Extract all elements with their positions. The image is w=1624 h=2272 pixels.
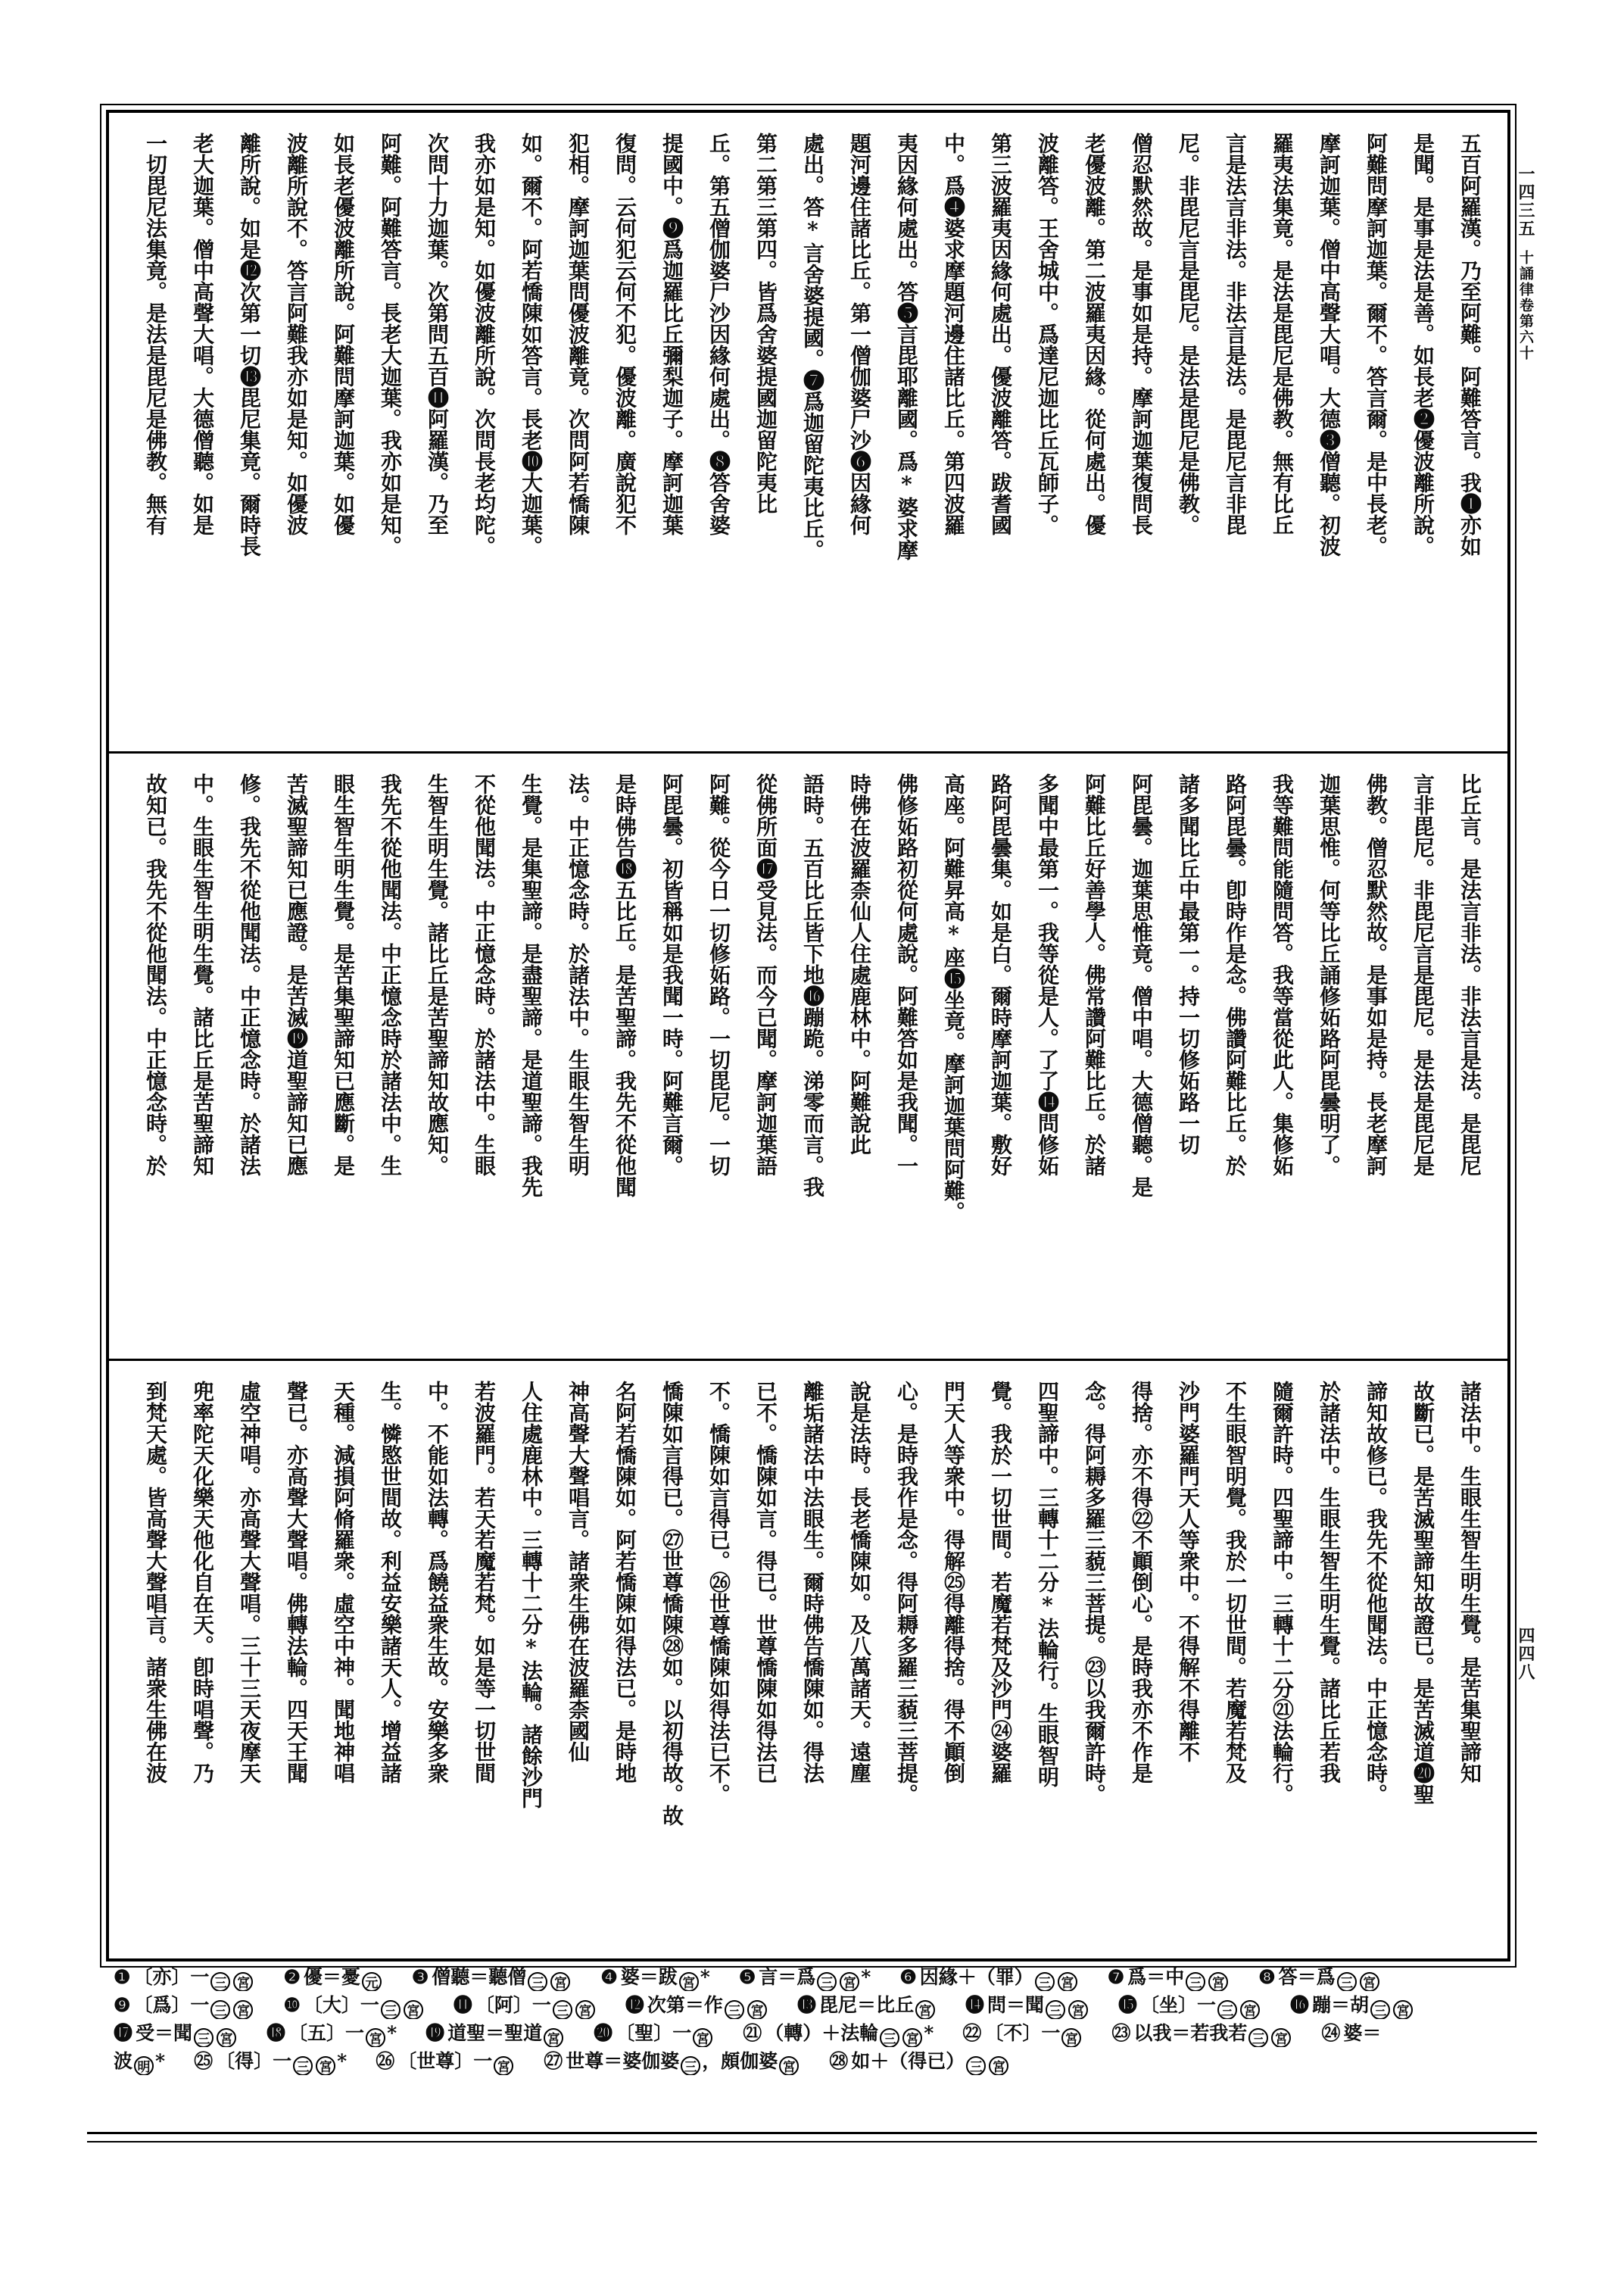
footnote-text: 爲＝中	[1127, 1966, 1185, 1988]
footnote-text: ，頗伽婆	[702, 2050, 778, 2072]
text-column: 生智生明生覺。諸比丘是苦聖諦知故應知。	[425, 773, 450, 1176]
edition-siglum: 三	[681, 2056, 700, 2075]
text-column: 第二第三第四。皆爲舍婆提國迦留陀夷比	[753, 133, 778, 514]
text-column: 尼。非毘尼言是毘尼。是法是毘尼是佛教。	[1176, 133, 1201, 535]
text-column: 次問十力迦葉。次第問五百⓫阿羅漢。乃至	[425, 133, 450, 535]
text-column: 虛空神唱。亦高聲大聲唱。三十三天夜摩天	[237, 1381, 262, 1784]
text-column: 言非毘尼。非毘尼言是毘尼。是法是毘尼是	[1410, 773, 1435, 1176]
text-column: 路阿毘曇集。如是白。爾時摩訶迦葉。敷好	[988, 773, 1013, 1176]
columns-container-middle	[130, 773, 1485, 1345]
edition-siglum: 宮	[1058, 1972, 1077, 1991]
text-column: 佛修妬路初從何處說。阿難答如是我聞。一	[894, 773, 919, 1176]
footnote-text: 毘尼＝比丘	[818, 1994, 914, 2016]
text-column: 高座。阿難昇高*座⓯坐竟。摩訶迦葉問阿難。	[941, 773, 966, 1222]
footnote-entry	[114, 2047, 165, 2075]
text-column: 阿難。從今日一切修妬路。一切毘尼。一切	[706, 773, 731, 1176]
text-column: 四聖諦中。三轉十二分*法輪行。生眼智明	[1035, 1381, 1060, 1787]
footnote-text: 〔阿〕一	[475, 1994, 551, 2016]
text-column: 於諸法中。生眼生智生明生覺。諸比丘若我	[1317, 1381, 1342, 1784]
footnote-text: 波	[114, 2050, 133, 2072]
footnote-text: 〔世尊〕一	[397, 2050, 493, 2072]
footnote-text: 〔爲〕一	[133, 1994, 210, 2016]
text-column: 生。憐愍世間故。利益安樂諸天人。增益諸	[378, 1381, 403, 1784]
edition-siglum: 宮	[1360, 1972, 1379, 1991]
footnote-row	[114, 2047, 1529, 2075]
footnote-number: ❽	[1258, 1966, 1276, 1988]
text-column: 語時。五百比丘皆下地⓰蹦跪。涕零而言。我	[800, 773, 825, 1197]
edition-siglum: 明	[134, 2056, 154, 2075]
text-column: 人住處鹿林中。三轉十二分*法輪。諸餘沙門	[519, 1381, 544, 1809]
text-column: 神高聲大聲唱言。諸衆生佛在波羅柰國仙	[566, 1381, 591, 1762]
footnote-number: ⓴	[594, 2022, 613, 2044]
text-column: 復問。云何犯云何不犯。優波離。廣說犯不	[613, 133, 637, 535]
text-column: 阿難問摩訶迦葉。爾不。答言爾。是中長老。	[1364, 133, 1389, 557]
edition-siglum: 宮	[366, 2028, 385, 2047]
edition-siglum: 宮	[915, 2000, 935, 2019]
register-middle	[109, 751, 1507, 1359]
text-column: 覺。我於一切世間。若魔若梵及沙門㉔婆羅	[988, 1381, 1013, 1784]
text-column: 比丘言。是法言非法。非法言是法。是毘尼	[1457, 773, 1482, 1176]
text-column: 眼生智生明生覺。是苦集聖諦知已應斷。是	[331, 773, 356, 1176]
footnote-entry	[283, 1991, 424, 2019]
footnote-text: 如＋（得已）	[851, 2050, 965, 2072]
edition-siglum: 三	[1248, 2028, 1268, 2047]
text-column: 已不。憍陳如言。得已。世尊憍陳如得法已	[753, 1381, 778, 1784]
footnote-text: *	[924, 2022, 934, 2044]
text-column: 迦葉思惟。何等比丘誦修妬路阿毘曇明了。	[1317, 773, 1342, 1176]
text-column: 提國中。❾爲迦羅比丘彌梨迦子。摩訶迦葉	[659, 133, 684, 535]
footnote-entry	[962, 2019, 1083, 2047]
footnote-number: ㉖	[376, 2050, 395, 2072]
footnote-number: ⓱	[114, 2022, 133, 2044]
text-column: 離所說。如是⓬次第一切⓭毘尼集竟。爾時長	[237, 133, 262, 557]
footnote-number: ❿	[283, 1994, 301, 2016]
text-column: 故知已。我先不從他聞法。中正憶念時。於	[143, 773, 168, 1176]
text-column: 中。生眼生智生明生覺。諸比丘是苦聖諦知	[190, 773, 215, 1176]
text-column: 隨爾許時。四聖諦中。三轉十二分㉑法輪行。	[1270, 1381, 1295, 1805]
footnote-number: ㉕	[194, 2050, 214, 2072]
text-column: 處出。答*言舍婆提國。❼爲迦留陀夷比丘。	[800, 133, 825, 560]
footnote-entry	[625, 1991, 768, 2019]
footnote-number: ⓰	[1290, 1994, 1310, 2016]
footnote-number: ㉓	[1111, 2022, 1131, 2044]
edition-siglum: 宮	[747, 2000, 767, 2019]
text-column: 天種。減損阿脩羅衆。虛空中神。聞地神唱	[331, 1381, 356, 1784]
footnote-apparatus	[114, 1963, 1529, 2075]
footnote-text: （轉）＋法輪	[765, 2022, 879, 2044]
footnote-entry	[965, 1991, 1089, 2019]
register-bottom	[109, 1359, 1507, 1958]
register-top	[109, 113, 1507, 751]
footnote-entry	[829, 2047, 1010, 2075]
page-number: 四四八	[1516, 1627, 1535, 1681]
footnote-entry	[594, 2019, 714, 2047]
text-column: 若波羅門。若天若魔若梵。如是等一切世間	[472, 1381, 497, 1784]
edition-siglum: 三	[210, 1972, 230, 1991]
footnote-number: ❹	[600, 1966, 618, 1988]
text-column: 五百阿羅漢。乃至阿難。阿難答言。我❶亦如	[1457, 133, 1482, 557]
footnote-row	[114, 1963, 1529, 1991]
footnote-text: 優＝憂	[303, 1966, 360, 1988]
text-column: 夷因緣何處出。答❺言毘耶離國。爲*婆求摩	[894, 133, 919, 560]
footnote-entry	[114, 1963, 254, 1991]
text-column: 諦知故修已。我先不從他聞法。中正憶念時。	[1364, 1381, 1389, 1805]
edition-siglum: 宮	[316, 2056, 335, 2075]
footnote-text: 言＝爲	[759, 1966, 816, 1988]
text-column: 路阿毘曇。卽時作是念。佛讚阿難比丘。於	[1223, 773, 1248, 1176]
footnote-number: ㉗	[544, 2050, 563, 2072]
footnote-number: ❼	[1107, 1966, 1125, 1988]
footnote-number: ❷	[283, 1966, 301, 1988]
text-column: 聲已。亦高聲大聲唱。佛轉法輪。四天王聞	[284, 1381, 309, 1784]
text-column: 僧忍默然故。是事如是持。摩訶迦葉復問長	[1129, 133, 1154, 535]
text-column: 羅夷法集竟。是法是毘尼是佛教。無有比丘	[1270, 133, 1295, 535]
footnote-entry	[743, 2019, 934, 2047]
fascicle-title: 十誦律卷第六十	[1517, 250, 1534, 361]
footnote-text: 因緣＋（罪）	[919, 1966, 1033, 1988]
edition-siglum: 宮	[1061, 2028, 1081, 2047]
footnote-number: ⓲	[267, 2022, 286, 2044]
text-column: 我亦如是知。如優波離所說。次問長老均陀。	[472, 133, 497, 557]
text-column: 一切毘尼法集竟。是法是毘尼是佛教。無有	[143, 133, 168, 535]
edition-siglum: 三	[1035, 1972, 1055, 1991]
text-column: 波離所說不。答言阿難我亦如是知。如優波	[284, 133, 309, 535]
edition-siglum: 宮	[840, 1972, 859, 1991]
footnote-row	[114, 1991, 1529, 2019]
footnote-number: ⓳	[425, 2022, 445, 2044]
bottom-rule	[87, 2132, 1537, 2134]
text-column: 第三波羅夷因緣何處出。優波離答。跋耆國	[988, 133, 1013, 535]
text-column: 摩訶迦葉。僧中高聲大唱。大德❸僧聽。初波	[1317, 133, 1342, 557]
edition-siglum: 三	[1046, 2000, 1065, 2019]
edition-siglum: 宮	[1271, 2028, 1291, 2047]
footnote-entry	[739, 1963, 871, 1991]
edition-siglum: 三	[1370, 2000, 1390, 2019]
text-column: 我先不從他聞法。中正憶念時於諸法中。生	[378, 773, 403, 1176]
footnote-entry	[1111, 2019, 1292, 2047]
text-column: 修。我先不從他聞法。中正憶念時。於諸法	[237, 773, 262, 1176]
edition-siglum: 宮	[1068, 2000, 1088, 2019]
text-column: 時佛在波羅柰仙人住處鹿林中。阿難說此	[847, 773, 872, 1155]
footnote-text: 婆＝	[1343, 2022, 1382, 2044]
footnote-entry	[600, 1963, 710, 1991]
footnote-text: 〔不〕一	[984, 2022, 1061, 2044]
footnote-text: 〔五〕一	[288, 2022, 365, 2044]
text-column: 言是法言非法。非法言是法。是毘尼言非毘	[1223, 133, 1248, 535]
footnote-entry	[899, 1963, 1078, 1991]
footnote-text: 婆＝跋	[620, 1966, 678, 1988]
footnote-text: *	[861, 1966, 871, 1988]
footnote-entry	[1321, 2019, 1381, 2047]
text-column: 丘。第五僧伽婆尸沙因緣何處出。❽答舍婆	[706, 133, 731, 535]
edition-siglum: 宮	[494, 2056, 513, 2075]
edition-siglum: 三	[210, 2000, 230, 2019]
columns-container-top	[130, 133, 1485, 738]
text-column: 阿毘曇。迦葉思惟竟。僧中唱。大德僧聽。是	[1129, 773, 1154, 1197]
footnote-number: ❶	[114, 1966, 131, 1988]
text-column: 念。得阿耨多羅三藐三菩提。㉓以我爾許時。	[1082, 1381, 1107, 1805]
text-column: 不。憍陳如言得已。㉖世尊憍陳如得法已不。	[706, 1381, 731, 1805]
edition-siglum: 宮	[989, 2056, 1008, 2075]
text-column: 阿難。阿難答言。長老大迦葉。我亦如是知。	[378, 133, 403, 557]
text-column: 諸多聞比丘中最第一。持一切修妬路一切	[1176, 773, 1201, 1155]
text-column: 我等難問能隨問答。我等當從此人。集修妬	[1270, 773, 1295, 1176]
text-column: 如。爾不。阿若憍陳如答言。長老❿大迦葉。	[519, 133, 544, 557]
bottom-rule	[87, 2141, 1537, 2142]
footnote-number: ㉔	[1321, 2022, 1341, 2044]
text-column: 兜率陀天化樂天他化自在天。卽時唱聲。乃	[190, 1381, 215, 1784]
edition-siglum: 三	[966, 2056, 986, 2075]
text-column: 如長老優波離所說。阿難問摩訶迦葉。如優	[331, 133, 356, 535]
footnote-number: ⓯	[1118, 1994, 1138, 2016]
text-column: 說是法時。長老憍陳如。及八萬諸天。遠塵	[847, 1381, 872, 1784]
text-column: 是時佛告⓲五比丘。是苦聖諦。我先不從他聞	[613, 773, 637, 1197]
footnote-entry	[544, 2047, 800, 2075]
text-column: 佛教。僧忍默然故。是事如是持。長老摩訶	[1364, 773, 1389, 1176]
edition-siglum: 宮	[550, 1972, 570, 1991]
footnote-entry	[1108, 1963, 1230, 1991]
footnote-number: ㉑	[743, 2022, 762, 2044]
footnote-entry	[283, 1963, 382, 1991]
text-column: 阿難比丘好善學人。佛常讚阿難比丘。於諸	[1082, 773, 1107, 1176]
footnote-number: ❸	[411, 1966, 429, 1988]
text-column: 老大迦葉。僧中高聲大唱。大德僧聽。如是	[190, 133, 215, 535]
footnote-text: 受＝聞	[136, 2022, 193, 2044]
text-column: 法。中正憶念時。於諸法中。生眼生智生明	[566, 773, 591, 1176]
footnote-number: ㉒	[962, 2022, 982, 2044]
footnote-entry	[1118, 1991, 1261, 2019]
footnote-text: 〔大〕一	[303, 1994, 379, 2016]
edition-siglum: 三	[1186, 1972, 1205, 1991]
text-column: 犯相。摩訶迦葉問優波離竟。次問阿若憍陳	[566, 133, 591, 535]
footnote-number: ❻	[899, 1966, 917, 1988]
footnote-entry	[1290, 1991, 1414, 2019]
footnote-entry	[194, 2047, 347, 2075]
footnote-entry	[1258, 1963, 1380, 1991]
edition-siglum: 宮	[404, 2000, 423, 2019]
text-column: 得捨。亦不得㉒不顚倒心。是時我亦不作是	[1129, 1381, 1154, 1784]
edition-siglum: 三	[1337, 1972, 1357, 1991]
footnote-text: 〔聖〕一	[616, 2022, 692, 2044]
text-column: 諸法中。生眼生智生明生覺。是苦集聖諦知	[1457, 1381, 1482, 1784]
text-column: 名阿若憍陳如。阿若憍陳如得法已。是時地	[613, 1381, 637, 1784]
edition-siglum: 三	[1217, 2000, 1237, 2019]
footnote-text: 道聖＝聖道	[447, 2022, 543, 2044]
footnote-number: ⓫	[453, 1994, 472, 2016]
edition-siglum: 三	[817, 1972, 837, 1991]
footnote-text: 問＝聞	[987, 1994, 1044, 2016]
footnote-text: 〔得〕一	[216, 2050, 292, 2072]
footnote-text: 〔亦〕一	[133, 1966, 210, 1988]
text-column: 老優波離。第二波羅夷因緣。從何處出。優	[1082, 133, 1107, 535]
text-column: 中。不能如法轉。爲饒益衆生故。安樂多衆	[425, 1381, 450, 1784]
footnote-text: 次第＝作	[647, 1994, 723, 2016]
footnote-text: 答＝爲	[1278, 1966, 1336, 1988]
footnote-entry	[267, 2019, 397, 2047]
edition-siglum: 三	[381, 2000, 401, 2019]
footnote-number: ❾	[114, 1994, 131, 2016]
edition-siglum: 宮	[544, 2028, 563, 2047]
footnote-entry	[797, 1991, 937, 2019]
footnote-text: *	[337, 2050, 348, 2072]
footnote-number: ❺	[738, 1966, 756, 1988]
footnote-text: 以我＝若我若	[1133, 2022, 1248, 2044]
footnote-row	[114, 2019, 1529, 2047]
taisho-text-number: 一四三五	[1516, 165, 1535, 238]
footnote-entry	[412, 1963, 572, 1991]
footnote-text: *	[155, 2050, 166, 2072]
edition-siglum: 三	[528, 1972, 547, 1991]
text-frame	[106, 110, 1510, 1961]
footnote-number: ⓮	[965, 1994, 984, 2016]
footnote-number: ⓭	[796, 1994, 816, 2016]
edition-siglum: 宮	[679, 1972, 699, 1991]
edition-siglum: 宮	[233, 1972, 253, 1991]
edition-siglum: 宮	[575, 2000, 595, 2019]
text-column: 故斷已。是苦滅聖諦知故證已。是苦滅道⓴聖	[1410, 1381, 1435, 1805]
text-column: 心。是時我作是念。得阿耨多羅三藐三菩提。	[894, 1381, 919, 1805]
footnote-text: *	[387, 2022, 397, 2044]
text-column: 題河邊住諸比丘。第一僧伽婆尸沙❻因緣何	[847, 133, 872, 535]
text-column: 多聞中最第一。我等從是人。了了⓮問修妬	[1035, 773, 1060, 1176]
edition-siglum: 三	[293, 2056, 313, 2075]
text-column: 到梵天處。皆高聲大聲唱言。諸衆生佛在波	[143, 1381, 168, 1784]
footnote-number: ㉘	[829, 2050, 849, 2072]
text-column: 憍陳如言得已。㉗世尊憍陳㉘如。以初得故。故	[659, 1381, 684, 1826]
text-column: 不從他聞法。中正憶念時。於諸法中。生眼	[472, 773, 497, 1176]
footnote-text: 世尊＝婆伽婆	[566, 2050, 680, 2072]
footnote-text: 〔坐〕一	[1140, 1994, 1217, 2016]
footnote-entry	[114, 2019, 238, 2047]
edition-siglum: 三	[553, 2000, 572, 2019]
text-column: 是聞。是事是法是善。如長老❷優波離所說。	[1410, 133, 1435, 557]
text-column: 沙門婆羅門天人等衆中。不得解不得離不	[1176, 1381, 1201, 1762]
text-column: 阿毘曇。初皆稱如是我聞一時。阿難言爾。	[659, 773, 684, 1176]
edition-siglum: 宮	[233, 2000, 253, 2019]
edition-siglum: 宮	[1393, 2000, 1413, 2019]
edition-siglum: 宮	[779, 2056, 799, 2075]
text-column: 生覺。是集聖諦。是盡聖諦。是道聖諦。我先	[519, 773, 544, 1197]
edition-siglum: 宮	[217, 2028, 236, 2047]
text-column: 波離答。王舍城中。爲達尼迦比丘瓦師子。	[1035, 133, 1060, 535]
text-column: 不生眼智明覺。我於一切世間。若魔若梵及	[1223, 1381, 1248, 1784]
footnote-entry	[376, 2047, 515, 2075]
footnote-number: ⓬	[625, 1994, 644, 2016]
edition-siglum: 三	[880, 2028, 899, 2047]
footnote-entry	[425, 2019, 565, 2047]
footnote-text: 蹦＝胡	[1312, 1994, 1370, 2016]
text-column: 從佛所面⓱受見法。而今已聞。摩訶迦葉語	[753, 773, 778, 1176]
edition-siglum: 宮	[1240, 2000, 1260, 2019]
edition-siglum: 三	[194, 2028, 214, 2047]
text-column: 門天人等衆中。得解㉕得離得捨。得不顚倒	[941, 1381, 966, 1784]
edition-siglum: 宮	[1208, 1972, 1228, 1991]
columns-container-bottom	[130, 1381, 1485, 1945]
text-column: 苦滅聖諦知已應證。是苦滅⓳道聖諦知已應	[284, 773, 309, 1176]
footnote-entry	[114, 1991, 254, 2019]
footnote-text: *	[700, 1966, 710, 1988]
edition-siglum: 宮	[902, 2028, 922, 2047]
text-column: 中。爲❹婆求摩題河邊住諸比丘。第四波羅	[941, 133, 966, 535]
edition-siglum: 三	[725, 2000, 744, 2019]
edition-siglum: 宮	[693, 2028, 712, 2047]
footnote-entry	[454, 1991, 597, 2019]
edition-siglum: 元	[362, 1972, 382, 1991]
footnote-text: 僧聽＝聽僧	[432, 1966, 527, 1988]
text-column: 離垢諸法中法眼生。爾時佛告憍陳如。得法	[800, 1381, 825, 1784]
